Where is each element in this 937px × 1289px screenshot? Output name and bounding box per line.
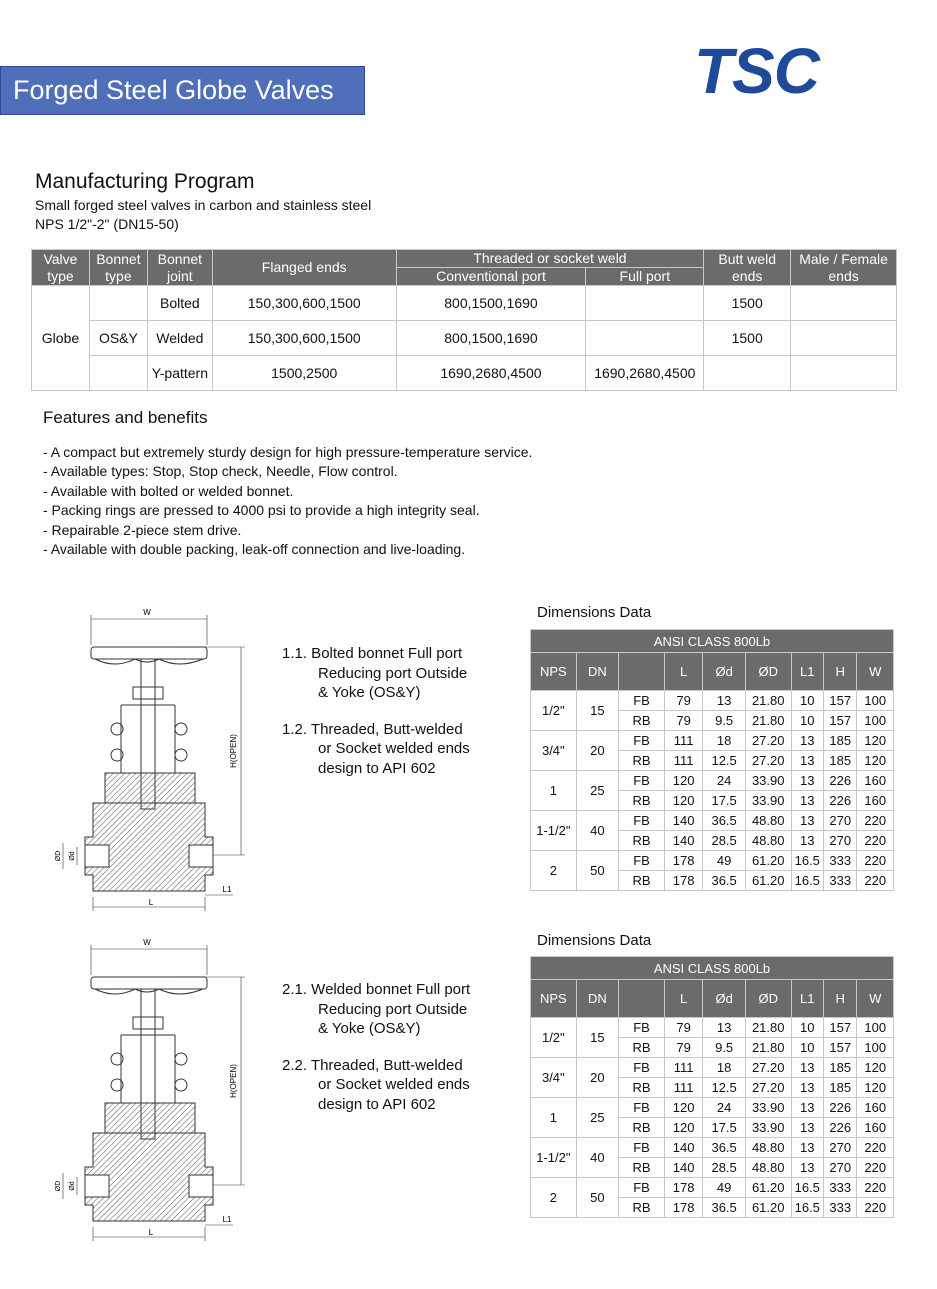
desc-line: design to API 602 <box>318 759 436 777</box>
yoke-arms <box>121 705 175 773</box>
header-row <box>531 653 894 691</box>
feature-item: - Available with bolted or welded bonnet. <box>43 482 294 499</box>
outlet-port <box>189 1175 213 1197</box>
port-cell: FB <box>619 691 665 711</box>
table-row <box>531 1058 894 1078</box>
big-d-cell: 21.80 <box>745 691 791 711</box>
l-cell: 111 <box>664 731 703 751</box>
port-cell: FB <box>619 1018 665 1038</box>
handwheel-spokes <box>95 989 203 994</box>
l-cell: 140 <box>664 1158 703 1178</box>
small-d-cell: 36.5 <box>703 871 746 891</box>
nps-cell: 1/2" <box>531 691 577 731</box>
big-d-cell: 27.20 <box>745 731 791 751</box>
w-cell: 160 <box>857 771 894 791</box>
l-cell: 178 <box>664 851 703 871</box>
w-cell: 100 <box>857 691 894 711</box>
h-cell: 226 <box>823 791 856 811</box>
port-cell: RB <box>619 871 665 891</box>
table-row <box>32 321 897 356</box>
header-male-female-ends: Male / Female ends <box>791 250 897 286</box>
outlet-port <box>189 845 213 867</box>
w-cell: 100 <box>857 1038 894 1058</box>
welded-bonnet-valve-drawing <box>55 935 255 1245</box>
l1-cell: 13 <box>791 731 823 751</box>
port-cell: FB <box>619 1178 665 1198</box>
small-d-cell: 28.5 <box>703 831 746 851</box>
flanged-cell: 150,300,600,1500 <box>212 286 396 321</box>
bonnet-type-cell <box>89 286 147 321</box>
w-cell: 220 <box>857 1198 894 1218</box>
port-cell: RB <box>619 1198 665 1218</box>
desc-line: 1.1. Bolted bonnet Full port <box>282 645 463 662</box>
h-cell: 185 <box>823 1058 856 1078</box>
l1-cell: 16.5 <box>791 1198 823 1218</box>
l-cell: 140 <box>664 1138 703 1158</box>
l1-cell: 13 <box>791 1138 823 1158</box>
col-header-h: H <box>823 653 856 691</box>
butt-weld-cell: 1500 <box>704 321 791 356</box>
h-cell: 226 <box>823 1118 856 1138</box>
w-cell: 120 <box>857 1078 894 1098</box>
h-cell: 157 <box>823 1018 856 1038</box>
dn-cell: 20 <box>576 1058 619 1098</box>
od-label: ØD <box>55 1180 62 1192</box>
feature-item: - Available types: Stop, Stop check, Needle, Flow control. <box>43 463 398 480</box>
table-row <box>32 286 897 321</box>
port-cell: FB <box>619 1098 665 1118</box>
col-header-h: H <box>823 980 856 1018</box>
col-header-l: L <box>664 980 703 1018</box>
dimensions-table-1 <box>530 629 894 891</box>
big-d-cell: 27.20 <box>745 1078 791 1098</box>
w-label: W <box>143 938 151 947</box>
big-d-cell: 27.20 <box>745 1058 791 1078</box>
dimensions-title: Dimensions Data <box>537 932 652 949</box>
col-header-big-d: ØD <box>745 653 791 691</box>
full-port-cell <box>586 286 704 321</box>
dn-cell: 40 <box>576 811 619 851</box>
l1-cell: 16.5 <box>791 1178 823 1198</box>
handwheel <box>91 647 207 659</box>
l-cell: 120 <box>664 771 703 791</box>
page-title-banner: Forged Steel Globe Valves <box>0 66 365 115</box>
valve-type-cell: Globe <box>32 286 90 391</box>
h-cell: 185 <box>823 1078 856 1098</box>
port-cell: RB <box>619 1158 665 1178</box>
port-cell: RB <box>619 831 665 851</box>
big-d-cell: 33.90 <box>745 1098 791 1118</box>
w-cell: 120 <box>857 731 894 751</box>
h-label: H(OPEN) <box>229 1064 238 1098</box>
table-row <box>531 1138 894 1158</box>
l1-cell: 13 <box>791 1098 823 1118</box>
nps-cell: 1/2" <box>531 1018 577 1058</box>
bonnet <box>105 1103 195 1133</box>
dn-cell: 25 <box>576 1098 619 1138</box>
l1-cell: 13 <box>791 831 823 851</box>
small-d-cell: 49 <box>703 851 746 871</box>
small-d-cell: 24 <box>703 771 746 791</box>
l1-cell: 13 <box>791 811 823 831</box>
w-cell: 220 <box>857 1158 894 1178</box>
h-label: H(OPEN) <box>229 734 238 768</box>
h-cell: 333 <box>823 1198 856 1218</box>
table-row <box>531 731 894 751</box>
dn-cell: 50 <box>576 1178 619 1218</box>
col-header-l1: L1 <box>791 653 823 691</box>
small-d-cell: 12.5 <box>703 751 746 771</box>
col-header-small-d: Ød <box>703 653 746 691</box>
small-d-cell: 49 <box>703 1178 746 1198</box>
nps-cell: 1-1/2" <box>531 811 577 851</box>
header-threaded-socket-weld: Threaded or socket weld <box>396 250 704 268</box>
dn-cell: 40 <box>576 1138 619 1178</box>
butt-weld-cell: 1500 <box>704 286 791 321</box>
big-d-cell: 48.80 <box>745 831 791 851</box>
feature-item: - Repairable 2-piece stem drive. <box>43 521 242 538</box>
table-row <box>32 356 897 391</box>
bonnet-joint-cell: Welded <box>147 321 212 356</box>
h-cell: 185 <box>823 751 856 771</box>
small-d-cell: 24 <box>703 1098 746 1118</box>
big-d-cell: 21.80 <box>745 711 791 731</box>
small-d-cell: 18 <box>703 731 746 751</box>
dimensions-title: Dimensions Data <box>537 604 652 621</box>
w-cell: 220 <box>857 811 894 831</box>
col-header-w: W <box>857 653 894 691</box>
port-cell: FB <box>619 771 665 791</box>
section2-description <box>282 980 470 1114</box>
valve-drawing-svg <box>55 935 255 1245</box>
l1-cell: 13 <box>791 751 823 771</box>
w-cell: 160 <box>857 791 894 811</box>
l-cell: 120 <box>664 1118 703 1138</box>
small-d-cell: 12.5 <box>703 1078 746 1098</box>
w-label: W <box>143 608 151 617</box>
gland-bolt <box>175 1053 187 1065</box>
w-cell: 220 <box>857 871 894 891</box>
big-d-cell: 48.80 <box>745 1138 791 1158</box>
program-size-range: NPS 1/2"-2" (DN15-50) <box>35 216 179 232</box>
dimensions-table-2 <box>530 956 894 1218</box>
handwheel <box>91 977 207 989</box>
desc-line: 2.1. Welded bonnet Full port <box>282 981 471 998</box>
class-label: ANSI CLASS 800Lb <box>531 630 894 653</box>
h-cell: 270 <box>823 1158 856 1178</box>
big-d-cell: 61.20 <box>745 851 791 871</box>
table-row <box>531 691 894 711</box>
l-cell: 79 <box>664 1018 703 1038</box>
small-d-cell: 36.5 <box>703 811 746 831</box>
yoke-nut <box>133 687 163 699</box>
desc-line: or Socket welded ends <box>318 1076 470 1093</box>
table-row <box>531 811 894 831</box>
l1-label: L1 <box>222 885 232 894</box>
inlet-port <box>85 1175 109 1197</box>
table-row <box>531 1018 894 1038</box>
l-cell: 140 <box>664 811 703 831</box>
port-cell: FB <box>619 851 665 871</box>
w-cell: 220 <box>857 831 894 851</box>
big-d-cell: 61.20 <box>745 1178 791 1198</box>
col-header-nps: NPS <box>531 980 577 1018</box>
bonnet-joint-cell: Bolted <box>147 286 212 321</box>
port-cell: RB <box>619 711 665 731</box>
port-cell: FB <box>619 731 665 751</box>
col-header-big-d: ØD <box>745 980 791 1018</box>
w-cell: 160 <box>857 1118 894 1138</box>
gland-bolt <box>175 723 187 735</box>
l1-cell: 10 <box>791 711 823 731</box>
l-cell: 79 <box>664 1038 703 1058</box>
port-cell: RB <box>619 791 665 811</box>
big-d-cell: 48.80 <box>745 811 791 831</box>
desc-line: or Socket welded ends <box>318 740 470 757</box>
header-butt-weld-ends: Butt weld ends <box>704 250 791 286</box>
l1-label: L1 <box>222 1215 232 1224</box>
w-cell: 100 <box>857 711 894 731</box>
valve-drawing-svg <box>55 605 255 915</box>
small-d-cell: 13 <box>703 1018 746 1038</box>
class-row <box>531 957 894 980</box>
dn-cell: 15 <box>576 1018 619 1058</box>
w-cell: 220 <box>857 1138 894 1158</box>
l-label: L <box>148 898 154 907</box>
gland-bolt <box>175 1079 187 1091</box>
table-row <box>531 1098 894 1118</box>
desc-line: 1.2. Threaded, Butt-welded <box>282 720 463 738</box>
l1-cell: 13 <box>791 1118 823 1138</box>
port-cell: FB <box>619 1138 665 1158</box>
port-cell: FB <box>619 811 665 831</box>
full-port-cell <box>586 321 704 356</box>
big-d-cell: 61.20 <box>745 871 791 891</box>
col-header-nps: NPS <box>531 653 577 691</box>
col-header-l: L <box>664 653 703 691</box>
port-cell: RB <box>619 1078 665 1098</box>
w-cell: 160 <box>857 1098 894 1118</box>
col-header-dn: DN <box>576 980 619 1018</box>
small-d-cell: 9.5 <box>703 711 746 731</box>
big-d-cell: 33.90 <box>745 771 791 791</box>
od-label: ØD <box>55 850 62 862</box>
big-d-cell: 21.80 <box>745 1018 791 1038</box>
small-d-cell: 17.5 <box>703 1118 746 1138</box>
section1-description <box>282 644 470 778</box>
nps-cell: 2 <box>531 1178 577 1218</box>
port-cell: RB <box>619 751 665 771</box>
small-d-cell: 18 <box>703 1058 746 1078</box>
l-cell: 111 <box>664 1058 703 1078</box>
full-port-cell: 1690,2680,4500 <box>586 356 704 391</box>
l1-cell: 10 <box>791 1018 823 1038</box>
l1-cell: 16.5 <box>791 871 823 891</box>
l1-cell: 16.5 <box>791 851 823 871</box>
l1-cell: 13 <box>791 1158 823 1178</box>
nps-cell: 3/4" <box>531 1058 577 1098</box>
h-cell: 270 <box>823 811 856 831</box>
dn-cell: 15 <box>576 691 619 731</box>
small-d-cell: 9.5 <box>703 1038 746 1058</box>
big-d-cell: 21.80 <box>745 1038 791 1058</box>
l-cell: 111 <box>664 1078 703 1098</box>
desc-line: & Yoke (OS&Y) <box>318 1020 421 1037</box>
header-valve-type: Valve type <box>32 250 90 286</box>
h-cell: 226 <box>823 1098 856 1118</box>
col-header-w: W <box>857 980 894 1018</box>
h-cell: 270 <box>823 1138 856 1158</box>
yoke-nut <box>133 1017 163 1029</box>
conventional-cell: 800,1500,1690 <box>396 286 586 321</box>
big-d-cell: 27.20 <box>745 751 791 771</box>
l-cell: 79 <box>664 711 703 731</box>
desc-line: design to API 602 <box>318 1095 436 1113</box>
w-cell: 100 <box>857 1018 894 1038</box>
col-header-dn: DN <box>576 653 619 691</box>
bolted-bonnet-valve-drawing <box>55 605 255 915</box>
conventional-cell: 800,1500,1690 <box>396 321 586 356</box>
big-d-cell: 61.20 <box>745 1198 791 1218</box>
h-cell: 226 <box>823 771 856 791</box>
l-cell: 140 <box>664 831 703 851</box>
features-title: Features and benefits <box>43 408 208 427</box>
small-d-cell: 17.5 <box>703 791 746 811</box>
l-cell: 79 <box>664 691 703 711</box>
header-conventional-port: Conventional port <box>396 268 586 286</box>
col-header-small-d: Ød <box>703 980 746 1018</box>
header-bonnet-joint: Bonnet joint <box>147 250 212 286</box>
big-d-cell: 48.80 <box>745 1158 791 1178</box>
class-row <box>531 630 894 653</box>
nps-cell: 1 <box>531 1098 577 1138</box>
handwheel-spokes <box>95 659 203 664</box>
class-label: ANSI CLASS 800Lb <box>531 957 894 980</box>
l1-cell: 10 <box>791 691 823 711</box>
feature-item: - Packing rings are pressed to 4000 psi to provide a high integrity seal. <box>43 502 480 519</box>
male-female-cell <box>791 356 897 391</box>
header-row <box>531 980 894 1018</box>
l-cell: 178 <box>664 1198 703 1218</box>
nps-cell: 1 <box>531 771 577 811</box>
table-row <box>531 771 894 791</box>
small-d-cell: 36.5 <box>703 1138 746 1158</box>
l1-cell: 13 <box>791 1078 823 1098</box>
h-cell: 270 <box>823 831 856 851</box>
w-cell: 220 <box>857 851 894 871</box>
l-cell: 111 <box>664 751 703 771</box>
dn-cell: 20 <box>576 731 619 771</box>
header-full-port: Full port <box>586 268 704 286</box>
flanged-cell: 1500,2500 <box>212 356 396 391</box>
gland-bolt <box>175 749 187 761</box>
header-flanged-ends: Flanged ends <box>212 250 396 286</box>
small-d-cell: 28.5 <box>703 1158 746 1178</box>
male-female-cell <box>791 321 897 356</box>
h-cell: 333 <box>823 851 856 871</box>
small-d-cell: 13 <box>703 691 746 711</box>
program-description: Small forged steel valves in carbon and stainless steel <box>35 197 372 213</box>
col-header-l1: L1 <box>791 980 823 1018</box>
h-cell: 185 <box>823 731 856 751</box>
h-cell: 333 <box>823 1178 856 1198</box>
w-cell: 120 <box>857 1058 894 1078</box>
nps-cell: 1-1/2" <box>531 1138 577 1178</box>
dn-cell: 25 <box>576 771 619 811</box>
nps-cell: 3/4" <box>531 731 577 771</box>
small-d-cell: 36.5 <box>703 1198 746 1218</box>
inlet-port <box>85 845 109 867</box>
l-label: L <box>148 1228 154 1237</box>
small-d-label: Ød <box>69 1181 76 1191</box>
bonnet-type-cell: OS&Y <box>89 321 147 356</box>
l1-cell: 13 <box>791 1058 823 1078</box>
col-header-port <box>619 653 665 691</box>
l1-cell: 13 <box>791 791 823 811</box>
conventional-cell: 1690,2680,4500 <box>396 356 586 391</box>
nps-cell: 2 <box>531 851 577 891</box>
l-cell: 178 <box>664 871 703 891</box>
features-list <box>43 443 532 559</box>
desc-line: 2.2. Threaded, Butt-welded <box>282 1056 463 1074</box>
port-cell: RB <box>619 1118 665 1138</box>
h-cell: 157 <box>823 1038 856 1058</box>
bonnet-joint-cell: Y-pattern <box>147 356 212 391</box>
desc-line: Reducing port Outside <box>318 664 468 682</box>
manufacturing-program-table <box>31 249 897 391</box>
l-cell: 120 <box>664 1098 703 1118</box>
col-header-port <box>619 980 665 1018</box>
big-d-cell: 33.90 <box>745 791 791 811</box>
desc-line: Reducing port Outside <box>318 1000 468 1018</box>
desc-line: & Yoke (OS&Y) <box>318 684 421 701</box>
male-female-cell <box>791 286 897 321</box>
table-row <box>531 851 894 871</box>
feature-item: - A compact but extremely sturdy design for high pressure-temperature service. <box>43 444 533 460</box>
big-d-cell: 33.90 <box>745 1118 791 1138</box>
small-d-label: Ød <box>69 851 76 861</box>
bonnet <box>105 773 195 803</box>
l1-cell: 10 <box>791 1038 823 1058</box>
feature-item: - Available with double packing, leak-off connection and live-loading. <box>43 541 466 558</box>
yoke-arms <box>121 1035 175 1103</box>
manufacturing-program-title: Manufacturing Program <box>35 170 255 193</box>
h-cell: 157 <box>823 691 856 711</box>
l-cell: 178 <box>664 1178 703 1198</box>
butt-weld-cell <box>704 356 791 391</box>
w-cell: 120 <box>857 751 894 771</box>
l1-cell: 13 <box>791 771 823 791</box>
port-cell: RB <box>619 1038 665 1058</box>
port-cell: FB <box>619 1058 665 1078</box>
tsc-logo: TSC <box>694 35 819 107</box>
flanged-cell: 150,300,600,1500 <box>212 321 396 356</box>
w-cell: 220 <box>857 1178 894 1198</box>
h-cell: 333 <box>823 871 856 891</box>
bonnet-type-cell <box>89 356 147 391</box>
table-row <box>531 1178 894 1198</box>
header-bonnet-type: Bonnet type <box>89 250 147 286</box>
l-cell: 120 <box>664 791 703 811</box>
dn-cell: 50 <box>576 851 619 891</box>
h-cell: 157 <box>823 711 856 731</box>
